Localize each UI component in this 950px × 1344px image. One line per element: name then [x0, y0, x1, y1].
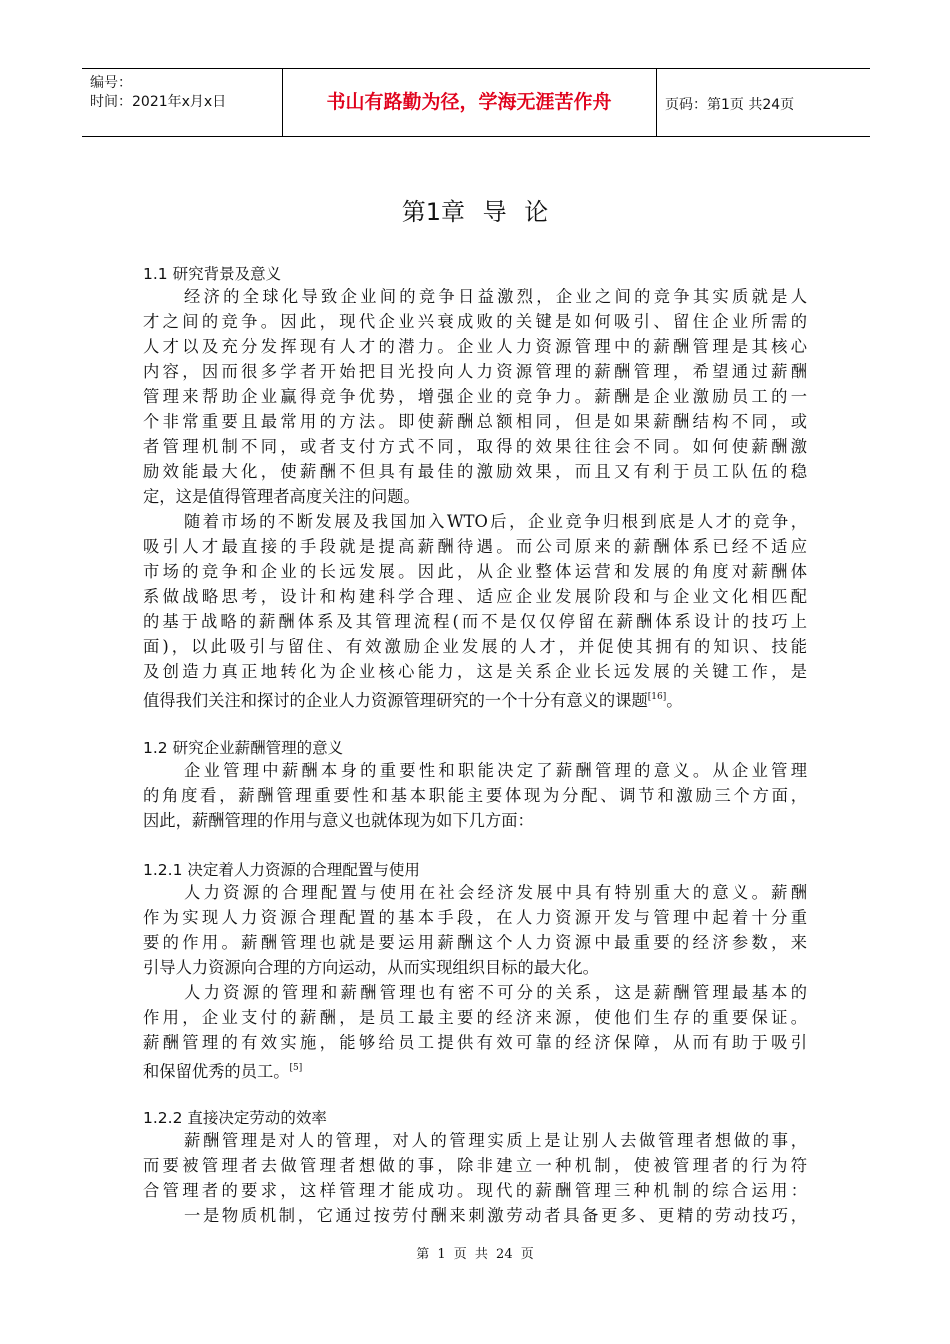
paragraph-line: 及创造力真正地转化为企业核心能力，这是关系企业长远发展的关键工作，是 [143, 662, 807, 681]
paragraph-line: 企业管理中薪酬本身的重要性和职能决定了薪酬管理的意义。从企业管理 [184, 761, 807, 780]
header-top-border [82, 68, 870, 69]
paragraph-line: 人力资源的合理配置与使用在社会经济发展中具有特别重大的意义。薪酬 [184, 883, 807, 902]
header-time-label: 时间：2021年x月x日 [90, 94, 227, 110]
paragraph-line: 因此，薪酬管理的作用与意义也就体现为如下几方面： [143, 811, 534, 830]
paragraph-line: 市场的竞争和企业的长远发展。因此，从企业整体运营和发展的角度对薪酬体 [143, 562, 807, 581]
paragraph-line: 薪酬管理是对人的管理，对人的管理实质上是让别人去做管理者想做的事， [184, 1131, 807, 1150]
section-heading-1-1: 1.1 研究背景及意义 [143, 265, 282, 283]
paragraph-line: 的角度看，薪酬管理重要性和基本职能主要体现为分配、调节和激励三个方面， [143, 786, 807, 805]
header-page-info: 页码：第1页 共24页 [665, 97, 795, 113]
paragraph-line: 者管理机制不同，或者支付方式不同，取得的效果往往会不同。如何使薪酬激 [143, 437, 807, 456]
paragraph-line: 合管理者的要求，这样管理才能成功。现代的薪酬管理三种机制的综合运用： [143, 1181, 807, 1200]
paragraph-line: 薪酬管理的有效实施，能够给员工提供有效可靠的经济保障，从而有助于吸引 [143, 1033, 807, 1052]
paragraph-line: 而要被管理者去做管理者想做的事，除非建立一种机制，使被管理者的行为符 [143, 1156, 807, 1175]
paragraph-line: 个非常重要且最常用的方法。即使薪酬总额相同，但是如果薪酬结构不同，或 [143, 412, 807, 431]
paragraph-line-with-citation [143, 1056, 807, 1084]
paragraph-line: 的基于战略的薪酬体系及其管理流程(而不是仅仅停留在薪酬体系设计的技巧上 [143, 612, 807, 631]
section-heading-1-2: 1.2 研究企业薪酬管理的意义 [143, 739, 344, 757]
paragraph-line: 人力资源的管理和薪酬管理也有密不可分的关系，这是薪酬管理最基本的 [184, 983, 807, 1002]
paragraph-line-text: 和保留优秀的员工。 [143, 1062, 290, 1081]
paragraph-line: 作用，企业支付的薪酬，是员工最主要的经济来源，使他们生存的重要保证。 [143, 1008, 807, 1027]
header-number-label: 编号： [90, 75, 132, 91]
header-divider-right [656, 68, 657, 136]
chapter-title: 第1章 导 论 [401, 198, 549, 226]
paragraph-line: 随着市场的不断发展及我国加入WTO后，企业竞争归根到底是人才的竞争， [184, 512, 807, 531]
paragraph-line: 面)，以此吸引与留住、有效激励企业发展的人才，并促使其拥有的知识、技能 [143, 637, 807, 656]
paragraph-line: 励效能最大化，使薪酬不但具有最佳的激励效果，而且又有利于员工队伍的稳 [143, 462, 807, 481]
paragraph-line-with-citation [143, 685, 807, 713]
section-heading-1-2-2: 1.2.2 直接决定劳动的效率 [143, 1109, 327, 1127]
paragraph-line: 才之间的竞争。因此，现代企业兴衰成败的关键是如何吸引、留住企业所需的 [143, 312, 807, 331]
paragraph-line: 管理来帮助企业赢得竞争优势，增强企业的竞争力。薪酬是企业激励员工的一 [143, 387, 807, 406]
section-heading-1-2-1: 1.2.1 决定着人力资源的合理配置与使用 [143, 861, 420, 879]
paragraph-line: 定，这是值得管理者高度关注的问题。 [143, 487, 420, 506]
paragraph-line: 作为实现人力资源合理配置的基本手段，在人力资源开发与管理中起着十分重 [143, 908, 807, 927]
paragraph-line: 一是物质机制，它通过按劳付酬来刺激劳动者具备更多、更精的劳动技巧， [184, 1206, 807, 1225]
paragraph-line: 系做战略思考，设计和构建科学合理、适应企业发展阶段和与企业文化相匹配 [143, 587, 807, 606]
paragraph-line-text: 值得我们关注和探讨的企业人力资源管理研究的一个十分有意义的课题 [143, 691, 648, 710]
paragraph-line-end: 。 [666, 691, 683, 710]
paragraph-line: 要的作用。薪酬管理也就是要运用薪酬这个人力资源中最重要的经济参数，来 [143, 933, 807, 952]
paragraph-line: 吸引人才最直接的手段就是提高薪酬待遇。而公司原来的薪酬体系已经不适应 [143, 537, 807, 556]
citation-ref: [16] [647, 692, 667, 702]
paragraph-line: 引导人力资源向合理的方向运动，从而实现组织目标的最大化。 [143, 958, 599, 977]
paragraph-line: 经济的全球化导致企业间的竞争日益激烈，企业之间的竞争其实质就是人 [184, 287, 807, 306]
header-motto: 书山有路勤为径，学海无涯苦作舟 [326, 91, 612, 113]
paragraph-line: 人才以及充分发挥现有人才的潜力。企业人力资源管理中的薪酬管理是其核心 [143, 337, 807, 356]
page-footer: 第 1 页 共 24 页 [416, 1247, 534, 1262]
citation-ref: [5] [289, 1063, 303, 1073]
header-bottom-border [82, 136, 870, 137]
paragraph-line: 内容，因而很多学者开始把目光投向人力资源管理的薪酬管理，希望通过薪酬 [143, 362, 807, 381]
